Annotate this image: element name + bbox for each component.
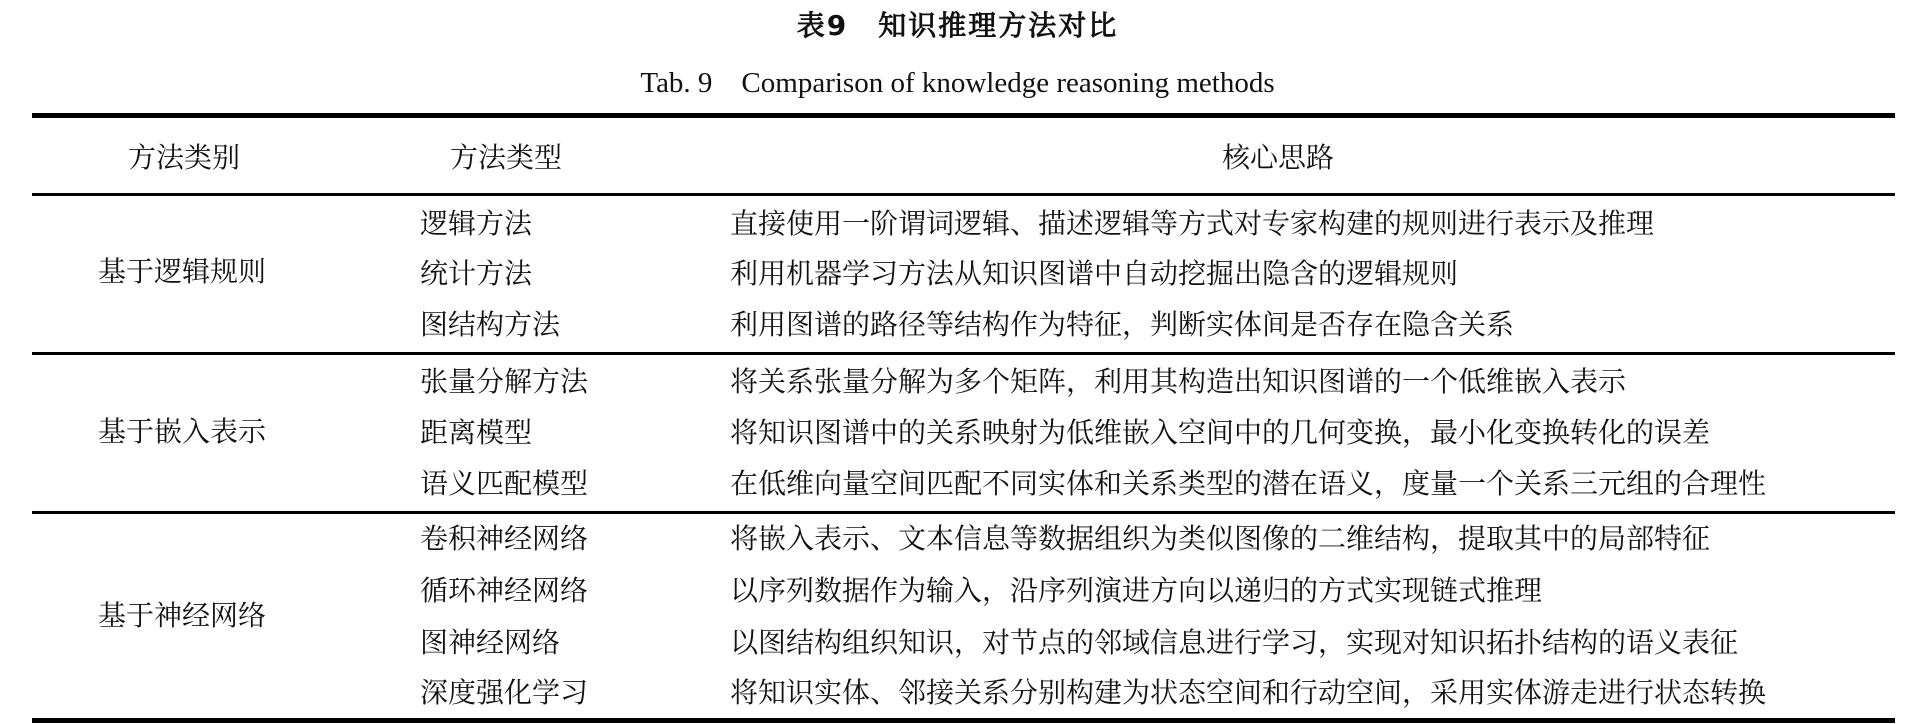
category-cell: 基于嵌入表示 — [98, 415, 267, 448]
method-type-cell: 循环神经网络 — [420, 574, 589, 607]
core-idea-cell: 利用机器学习方法从知识图谱中自动挖掘出隐含的逻辑规则 — [730, 257, 1459, 290]
method-type-cell: 张量分解方法 — [420, 365, 589, 398]
group-divider — [32, 511, 1895, 514]
header-category: 方法类别 — [128, 141, 241, 174]
header-rule — [32, 193, 1895, 196]
method-type-cell: 深度强化学习 — [420, 676, 589, 709]
method-type-cell: 卷积神经网络 — [420, 522, 589, 555]
header-type: 方法类型 — [450, 141, 563, 174]
core-idea-cell: 以序列数据作为输入，沿序列演进方向以递归的方式实现链式推理 — [730, 574, 1543, 607]
core-idea-cell: 将关系张量分解为多个矩阵，利用其构造出知识图谱的一个低维嵌入表示 — [730, 365, 1627, 398]
core-idea-cell: 直接使用一阶谓词逻辑、描述逻辑等方式对专家构建的规则进行表示及推理 — [730, 207, 1655, 240]
core-idea-cell: 利用图谱的路径等结构作为特征，判断实体间是否存在隐含关系 — [730, 308, 1515, 341]
table-caption-cn: 表9 知识推理方法对比 — [796, 9, 1119, 42]
method-type-cell: 图结构方法 — [420, 308, 561, 341]
core-idea-cell: 将嵌入表示、文本信息等数据组织为类似图像的二维结构，提取其中的局部特征 — [730, 522, 1711, 555]
method-type-cell: 距离模型 — [420, 416, 533, 449]
method-type-cell: 语义匹配模型 — [420, 467, 589, 500]
header-core-idea: 核心思路 — [1222, 141, 1335, 174]
method-type-cell: 统计方法 — [420, 257, 533, 290]
core-idea-cell: 在低维向量空间匹配不同实体和关系类型的潜在语义，度量一个关系三元组的合理性 — [730, 467, 1767, 500]
top-rule — [32, 113, 1895, 118]
category-cell: 基于逻辑规则 — [98, 255, 267, 288]
method-type-cell: 图神经网络 — [420, 626, 561, 659]
core-idea-cell: 将知识实体、邻接关系分别构建为状态空间和行动空间，采用实体游走进行状态转换 — [730, 676, 1767, 709]
core-idea-cell: 以图结构组织知识，对节点的邻域信息进行学习，实现对知识拓扑结构的语义表征 — [730, 626, 1739, 659]
method-type-cell: 逻辑方法 — [420, 207, 533, 240]
table-caption-en: Tab. 9 Comparison of knowledge reasoning methods — [640, 67, 1275, 99]
group-divider — [32, 352, 1895, 355]
bottom-rule — [32, 718, 1895, 723]
category-cell: 基于神经网络 — [98, 599, 267, 632]
core-idea-cell: 将知识图谱中的关系映射为低维嵌入空间中的几何变换，最小化变换转化的误差 — [730, 416, 1711, 449]
